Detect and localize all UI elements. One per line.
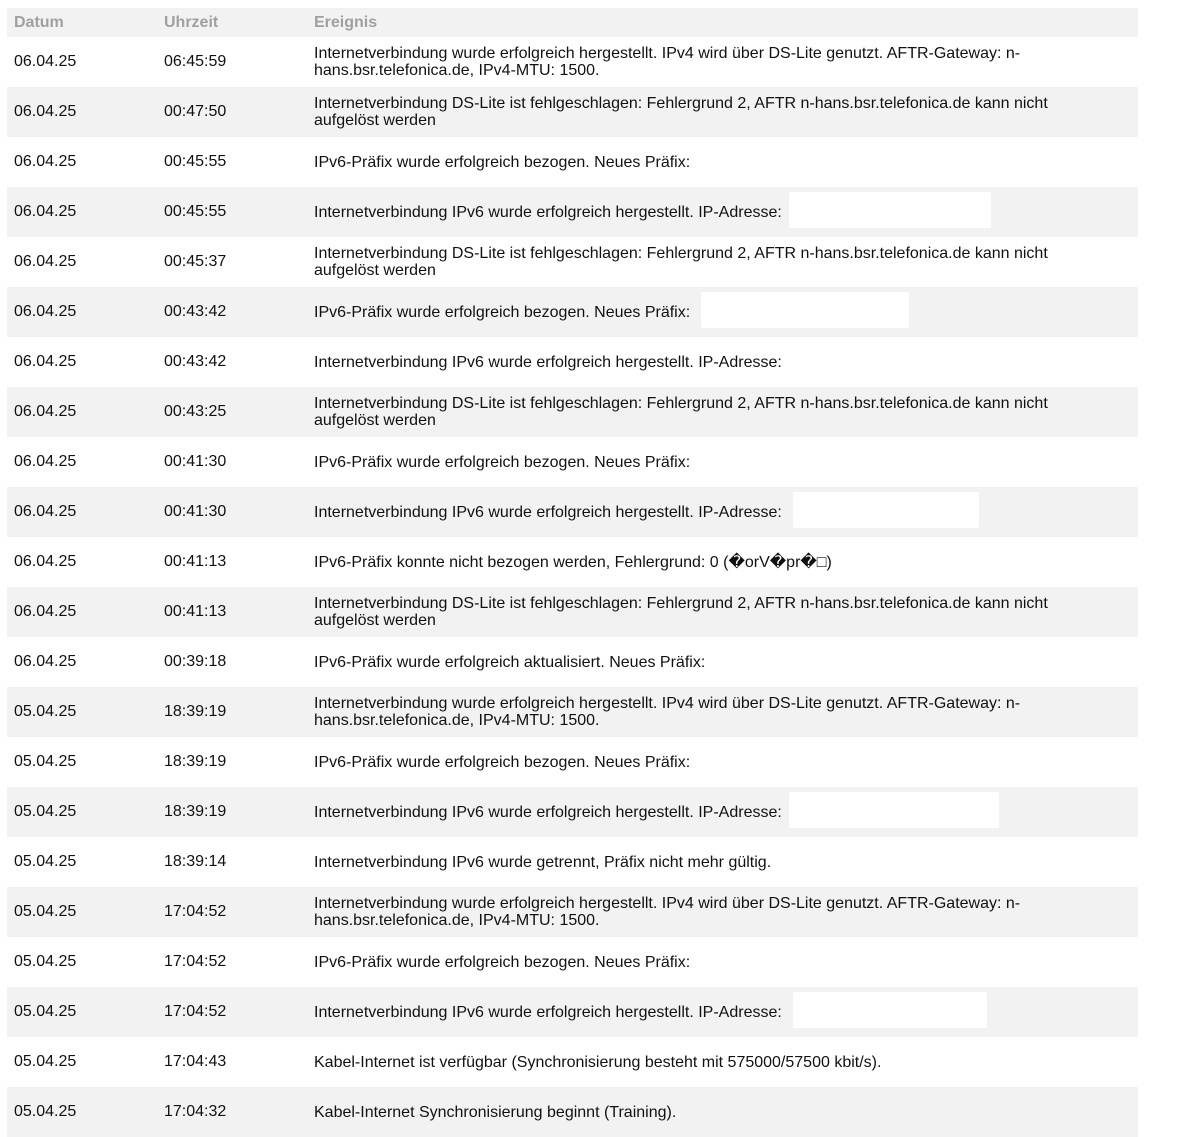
row-event-text: Internetverbindung IPv6 wurde erfolgreich hergestellt. IP-Adresse: — [314, 503, 782, 521]
row-event — [314, 287, 1054, 337]
row-date: 06.04.25 — [14, 303, 77, 320]
row-time: 18:39:14 — [164, 853, 227, 870]
table-row — [7, 237, 1138, 287]
row-time: 18:39:19 — [164, 803, 227, 820]
row-event-text: Kabel-Internet ist verfügbar (Synchronisierung besteht mit 575000/57500 kbit/s). — [314, 1053, 882, 1071]
row-time: 17:04:43 — [164, 1053, 227, 1070]
row-time: 00:45:55 — [164, 153, 227, 170]
table-row — [7, 537, 1138, 587]
row-event — [314, 637, 1054, 687]
row-date: 05.04.25 — [14, 1053, 77, 1070]
row-date: 05.04.25 — [14, 703, 77, 720]
row-event — [314, 87, 1054, 137]
row-event-text: Internetverbindung DS-Lite ist fehlgeschlagen: Fehlergrund 2, AFTR n-hans.bsr.telefonica.de kann nicht aufgelöst werden — [314, 395, 1048, 429]
row-event-text: IPv6-Präfix wurde erfolgreich aktualisiert. Neues Präfix: — [314, 653, 706, 671]
row-time: 18:39:19 — [164, 753, 227, 770]
row-event-text: Internetverbindung IPv6 wurde getrennt, Präfix nicht mehr gültig. — [314, 853, 772, 871]
row-event-text: Internetverbindung IPv6 wurde erfolgreich hergestellt. IP-Adresse: — [314, 1003, 782, 1021]
table-row — [7, 787, 1138, 837]
row-event-text: Internetverbindung DS-Lite ist fehlgeschlagen: Fehlergrund 2, AFTR n-hans.bsr.telefonica.de kann nicht aufgelöst werden — [314, 95, 1048, 129]
table-body — [7, 37, 1138, 1137]
row-time: 00:39:18 — [164, 653, 227, 670]
row-time: 00:45:37 — [164, 253, 227, 270]
row-event-text: IPv6-Präfix wurde erfolgreich bezogen. Neues Präfix: — [314, 753, 691, 771]
row-date: 06.04.25 — [14, 103, 77, 120]
row-event-text: Internetverbindung IPv6 wurde erfolgreich hergestellt. IP-Adresse: — [314, 353, 782, 371]
redacted-address — [793, 492, 979, 528]
row-date: 06.04.25 — [14, 553, 77, 570]
row-date: 06.04.25 — [14, 603, 77, 620]
row-time: 00:43:42 — [164, 353, 227, 370]
row-time: 06:45:59 — [164, 53, 227, 70]
row-time: 00:43:42 — [164, 303, 227, 320]
table-row — [7, 287, 1138, 337]
row-time: 00:41:13 — [164, 553, 227, 570]
row-date: 06.04.25 — [14, 203, 77, 220]
row-time: 00:41:30 — [164, 503, 227, 520]
row-event — [314, 737, 1054, 787]
redacted-address — [789, 192, 991, 228]
row-date: 06.04.25 — [14, 153, 77, 170]
row-event — [314, 37, 1054, 87]
row-event — [314, 237, 1054, 287]
table-row — [7, 37, 1138, 87]
table-row — [7, 937, 1138, 987]
row-date: 06.04.25 — [14, 653, 77, 670]
table-row — [7, 87, 1138, 137]
row-event — [314, 887, 1054, 937]
row-event-text: IPv6-Präfix wurde erfolgreich bezogen. Neues Präfix: — [314, 453, 691, 471]
row-event-text: Kabel-Internet Synchronisierung beginnt (Training). — [314, 1103, 677, 1121]
row-event-text: Internetverbindung wurde erfolgreich hergestellt. IPv4 wird über DS-Lite genutzt. AFTR-Gateway: n-hans.bsr.telefonica.de, IPv4-MTU: 1500. — [314, 45, 1021, 79]
table-row — [7, 437, 1138, 487]
row-date: 05.04.25 — [14, 803, 77, 820]
row-time: 17:04:32 — [164, 1103, 227, 1120]
row-event — [314, 337, 1054, 387]
row-event — [314, 537, 1054, 587]
table-row — [7, 737, 1138, 787]
row-date: 06.04.25 — [14, 353, 77, 370]
column-header-event[interactable]: Ereignis — [314, 14, 378, 31]
row-date: 06.04.25 — [14, 253, 77, 270]
row-event — [314, 687, 1054, 737]
row-date: 06.04.25 — [14, 453, 77, 470]
table-row — [7, 637, 1138, 687]
row-date: 05.04.25 — [14, 753, 77, 770]
row-time: 00:43:25 — [164, 403, 227, 420]
table-row — [7, 687, 1138, 737]
table-header — [7, 8, 1138, 37]
row-event-text: Internetverbindung DS-Lite ist fehlgeschlagen: Fehlergrund 2, AFTR n-hans.bsr.telefonica.de kann nicht aufgelöst werden — [314, 245, 1048, 279]
table-row — [7, 337, 1138, 387]
table-row — [7, 837, 1138, 887]
row-date: 05.04.25 — [14, 853, 77, 870]
row-event-text: Internetverbindung wurde erfolgreich hergestellt. IPv4 wird über DS-Lite genutzt. AFTR-Gateway: n-hans.bsr.telefonica.de, IPv4-MTU: 1500. — [314, 695, 1021, 729]
row-event — [314, 137, 1054, 187]
row-date: 05.04.25 — [14, 953, 77, 970]
redacted-address — [701, 292, 909, 328]
redacted-address — [789, 792, 999, 828]
row-time: 00:41:13 — [164, 603, 227, 620]
row-event-text: IPv6-Präfix wurde erfolgreich bezogen. Neues Präfix: — [314, 153, 691, 171]
row-time: 00:41:30 — [164, 453, 227, 470]
row-date: 05.04.25 — [14, 1103, 77, 1120]
row-event-text: Internetverbindung wurde erfolgreich hergestellt. IPv4 wird über DS-Lite genutzt. AFTR-Gateway: n-hans.bsr.telefonica.de, IPv4-MTU: 1500. — [314, 895, 1021, 929]
row-event-text: Internetverbindung IPv6 wurde erfolgreich hergestellt. IP-Adresse: — [314, 803, 782, 821]
row-event-text: IPv6-Präfix konnte nicht bezogen werden, Fehlergrund: 0 (�orV�pr�□) — [314, 553, 832, 571]
table-row — [7, 1037, 1138, 1087]
table-row — [7, 887, 1138, 937]
row-time: 18:39:19 — [164, 703, 227, 720]
column-header-date[interactable]: Datum — [14, 14, 64, 31]
row-time: 17:04:52 — [164, 1003, 227, 1020]
row-event-text: Internetverbindung IPv6 wurde erfolgreich hergestellt. IP-Adresse: — [314, 203, 782, 221]
table-row — [7, 587, 1138, 637]
row-event — [314, 587, 1054, 637]
row-event-text: Internetverbindung DS-Lite ist fehlgeschlagen: Fehlergrund 2, AFTR n-hans.bsr.telefonica.de kann nicht aufgelöst werden — [314, 595, 1048, 629]
table-row — [7, 987, 1138, 1037]
row-date: 06.04.25 — [14, 503, 77, 520]
row-event — [314, 937, 1054, 987]
table-row — [7, 137, 1138, 187]
row-time: 17:04:52 — [164, 903, 227, 920]
row-date: 05.04.25 — [14, 903, 77, 920]
row-date: 06.04.25 — [14, 53, 77, 70]
row-time: 17:04:52 — [164, 953, 227, 970]
row-event-text: IPv6-Präfix wurde erfolgreich bezogen. Neues Präfix: — [314, 303, 691, 321]
event-log-table — [7, 8, 1138, 1137]
row-time: 00:47:50 — [164, 103, 227, 120]
row-event — [314, 437, 1054, 487]
row-event-text: IPv6-Präfix wurde erfolgreich bezogen. Neues Präfix: — [314, 953, 691, 971]
row-event — [314, 387, 1054, 437]
row-time: 00:45:55 — [164, 203, 227, 220]
table-row — [7, 187, 1138, 237]
row-event — [314, 837, 1054, 887]
table-row — [7, 487, 1138, 537]
row-date: 06.04.25 — [14, 403, 77, 420]
row-event — [314, 1037, 1054, 1087]
table-row — [7, 387, 1138, 437]
column-header-time[interactable]: Uhrzeit — [164, 14, 219, 31]
row-date: 05.04.25 — [14, 1003, 77, 1020]
redacted-address — [793, 992, 987, 1028]
